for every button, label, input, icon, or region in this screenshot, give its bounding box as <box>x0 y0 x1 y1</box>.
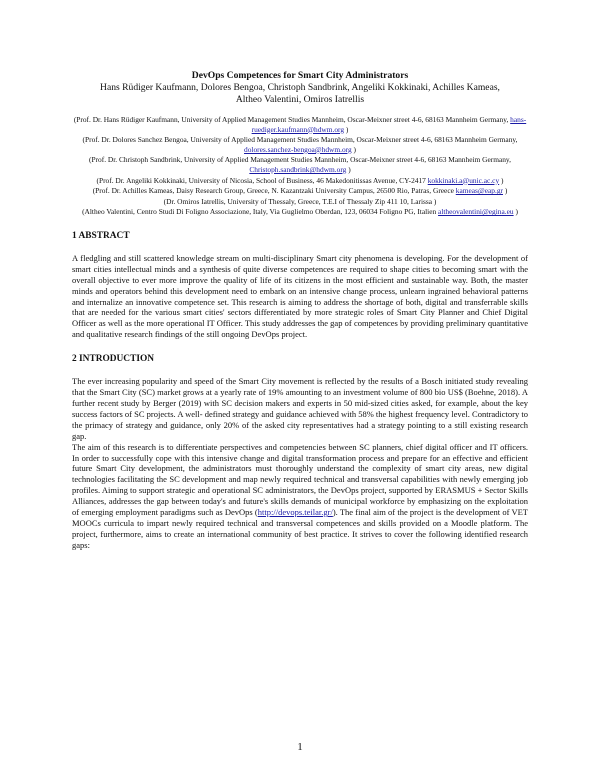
intro-paragraph-1: The ever increasing popularity and speed of the Smart City movement is reflected by the results of a Bosch initiated study revealing that the Smart City (SC) market grows at a yearly rate of 19% amounting to an investment volume of 800 bio US$ (Boehne, 2018). A further recent study by Berger (2019) with SC decision makers and experts in 50 mid-sized cities asked, for example, about the key success factors of SC projects. A well- defined strategy and guidance achieved with 58% the highest frequency level. Contradictory to the primacy of strategy and guidance, only 20% of the asked city representatives had a strategy pointing to a still existing research gap. <box>72 376 528 441</box>
affiliation-kameas <box>72 186 528 196</box>
affiliation-text: ) <box>344 124 349 134</box>
affiliation-text: (Prof. Dr. Hans Rüdiger Kaufmann, University of Applied Management Studies Mannheim, Oscar-Meixner street 4-6, 68163 Mannheim Germany, <box>73 115 511 124</box>
affiliation-text: ) <box>351 144 356 154</box>
section-heading-abstract: 1 ABSTRACT <box>72 230 130 241</box>
affiliation-text: (Prof. Dr. Achilles Kameas, Daisy Research Group, Greece, N. Kazantzaki University Campus, 26500 Rio, Patras, Greece <box>92 186 456 196</box>
affiliation-text: (Prof. Dr. Angeliki Kokkinaki, University of Nicosia, School of Business, 46 Makedonitissas Avenue, CY-2417 <box>96 175 428 185</box>
email-link[interactable]: Christoph.sandbrink@hdwm.org <box>249 164 347 174</box>
email-link[interactable]: dolores.sanchez-bengoa@hdwm.org <box>244 144 352 154</box>
affiliation-kokkinaki <box>72 176 528 186</box>
affiliation-text: ) <box>499 175 504 185</box>
paper-title: DevOps Competences for Smart City Administrators <box>191 70 409 81</box>
email-link[interactable]: hans-ruediger.kaufmann@hdwm.org <box>251 115 527 134</box>
paper-header <box>72 70 528 217</box>
author-line-2: Altheo Valentini, Omiros Iatrellis <box>235 94 365 105</box>
affiliation-sandbrink <box>72 155 528 174</box>
paragraph-text: ). The final aim of the project is the development of VET MOOCs curricula to impart newly required technical and transversal competences and skills provided on a Moodle platform. The project, furthermore, aims to create an international community of best practice. It strives to cover the following identified research gaps: <box>72 507 528 550</box>
page-number: 1 <box>297 741 303 753</box>
affiliation-text: (Prof. Dr. Dolores Sanchez Bengoa, University of Applied Management Studies Mannheim, Oscar-Meixner street 4-6, 68163 Mannheim Germany, <box>82 135 518 145</box>
email-link[interactable]: kameas@eap.gr <box>455 186 503 196</box>
affiliation-valentini <box>72 207 528 217</box>
section-heading-introduction: 2 INTRODUCTION <box>72 354 155 365</box>
affiliation-text: ) <box>513 207 518 217</box>
devops-link[interactable]: http://devops.teilar.gr/ <box>257 507 333 518</box>
affiliation-kaufmann <box>72 115 528 134</box>
paragraph-text: The aim of this research is to differentiate perspectives and competencies between SC planners, chief digital officer and IT officers. In order to successfully cope with this intensive change and digital transformation process and prepare for an effective and efficient future Smart City development, the administrators must thoroughly understand the complexity of smart city areas, new digital technologies facilitating the SC development and map newly required technical and transversal capabilities with newly emerging job profiles. Aiming to support strategic and operational SC administrators, the DevOps project, supported by ERASMUS + Sector Skills Alliances, addresses the gap between today's and future's skills demands of municipal workforce by emphasizing on the exploitation of emerging employment paradigms such as DevOps ( <box>72 441 528 518</box>
affiliation-text: ) <box>346 164 351 174</box>
affiliation-text: ) <box>502 186 508 196</box>
abstract-paragraph: A fledgling and still scattered knowledge stream on multi-disciplinary Smart city phenomena is developing. For the development of smart cities intellectual minds and a synthesis of quite diverse competences are required to shape cities to becoming smart with the overall objective to ever more improve the quality of life of its citizens in the most efficient and sustainable way. Both, the master minds and operators behind this development need to embark on an intensive change process, unlearn ingrained behavioral patterns and internalize an innovative competence set. This research is aiming to address the shortage of both, digital and transferrable skills that are needed for the various smart cities' sectors differentiated by more strategic roles of Smart City Planner and Chief Digital Officer as well as the more operational IT Officer. This study addresses the gap of competences by providing preliminary quantitative and qualitative research findings of the still ongoing DevOps project. <box>72 252 528 340</box>
affiliation-text: (Prof. Dr. Christoph Sandbrink, University of Applied Management Studies Mannheim, Oscar-Meixner street 4-6, 68163 Mannheim Germany, <box>89 155 511 165</box>
affiliation-iatrellis: (Dr. Omiros Iatrellis, University of Thessaly, Greece, T.E.I of Thessaly Zip 411 10, Larissa ) <box>163 196 437 206</box>
author-line-1: Hans Rüdiger Kaufmann, Dolores Bengoa, Christoph Sandbrink, Angeliki Kokkinaki, Achilles Kameas, <box>100 82 500 93</box>
affiliation-bengoa <box>72 135 528 154</box>
email-link[interactable]: altheovalentini@egina.eu <box>438 207 514 217</box>
affiliation-text: (Altheo Valentini, Centro Studi Di Foligno Associazione, Italy, Via Guglielmo Oberdan, 123, 06034 Foligno PG, Italien <box>82 207 439 217</box>
email-link[interactable]: kokkinaki.a@unic.ac.cy <box>427 175 500 185</box>
author-list <box>72 82 528 106</box>
intro-paragraph-2 <box>72 442 528 551</box>
